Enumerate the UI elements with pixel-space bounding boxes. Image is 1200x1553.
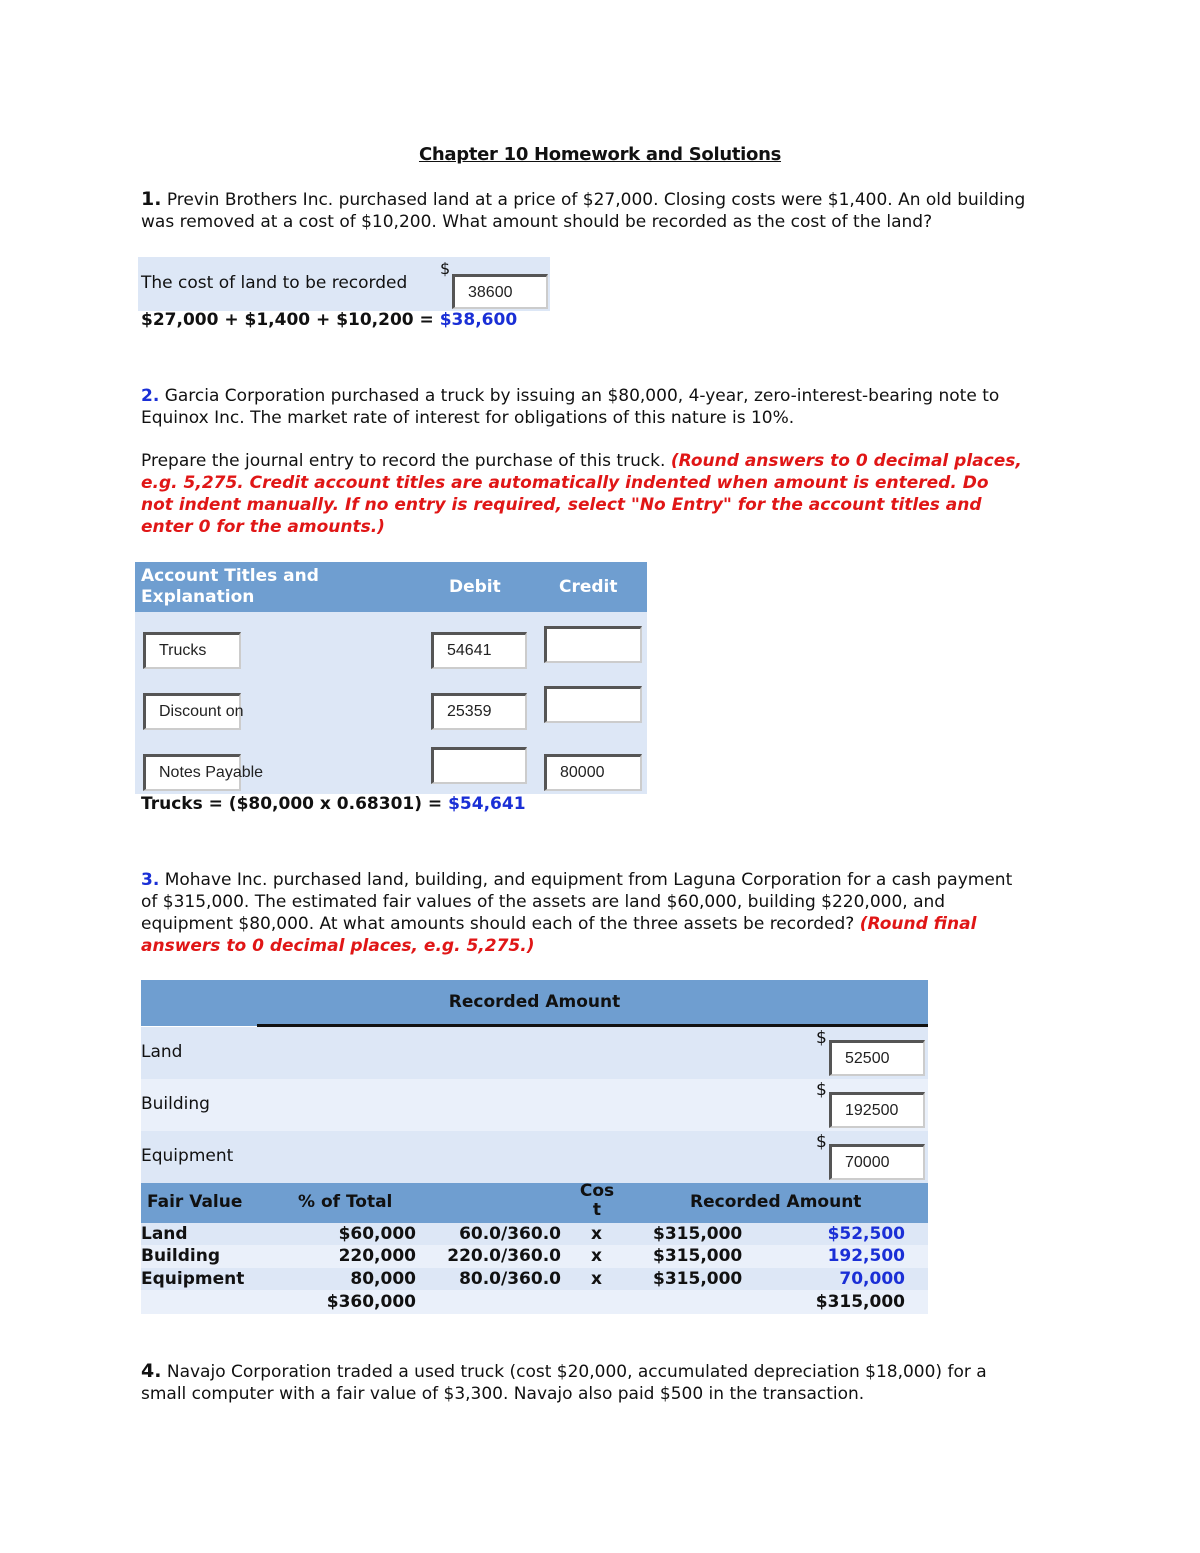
question-number: 2. [141, 386, 160, 406]
fv-recorded: 192,500 [827, 1246, 905, 1266]
fv-name: Land [141, 1224, 188, 1244]
header-cost: Cost [579, 1181, 615, 1220]
fv-value: $60,000 [338, 1224, 416, 1244]
header-debit: Debit [449, 577, 501, 597]
q2-instructions [141, 450, 1071, 538]
formula-text: $27,000 + $1,400 + $10,200 = [141, 310, 440, 330]
debit-input[interactable]: 25359 [431, 693, 527, 730]
page-title: Chapter 10 Homework and Solutions [418, 144, 782, 165]
fv-name: Building [141, 1246, 220, 1266]
question-number: 1. [141, 188, 162, 210]
instruction-text: not indent manually. If no entry is required, select "No Entry" for the account titles and [141, 495, 982, 515]
header-fair-value: Fair Value [147, 1192, 243, 1212]
recorded-amount-input[interactable]: 52500 [829, 1040, 925, 1076]
times-icon: x [591, 1246, 602, 1266]
times-icon: x [591, 1224, 602, 1244]
debit-input[interactable] [431, 747, 527, 784]
question-number: 3. [141, 870, 160, 890]
fv-total: $360,000 [326, 1292, 416, 1312]
recorded-amount-input[interactable]: 192500 [829, 1092, 925, 1128]
fv-cost: $315,000 [653, 1246, 743, 1266]
fv-row [141, 1245, 928, 1268]
row-label: Building [141, 1094, 210, 1114]
header-credit: Credit [559, 577, 618, 597]
recorded-header [141, 980, 928, 1026]
account-title-input[interactable]: Notes Payable [143, 754, 241, 791]
question-line: Garcia Corporation purchased a truck by issuing an $80,000, 4-year, zero-interest-bearing note to [164, 386, 1000, 406]
fv-row [141, 1268, 928, 1290]
recorded-row [141, 1131, 928, 1183]
fv-pct: 80.0/360.0 [459, 1269, 561, 1289]
question-line: was removed at a cost of $10,200. What amount should be recorded as the cost of the land? [141, 212, 933, 232]
formula-answer: $54,641 [448, 794, 526, 814]
question-number: 4. [141, 1360, 162, 1382]
formula-text: Trucks = ($80,000 x 0.68301) = [141, 794, 449, 814]
recorded-amount-input[interactable]: 70000 [829, 1144, 925, 1180]
question-2-text [141, 385, 1071, 429]
header-recorded: Recorded Amount [690, 1192, 862, 1212]
fv-cost: $315,000 [653, 1224, 743, 1244]
credit-input[interactable] [544, 626, 642, 663]
instruction-text: answers to 0 decimal places, e.g. 5,275.) [141, 936, 535, 956]
journal-header [135, 562, 647, 612]
q2-formula [141, 794, 526, 814]
prompt-text: Prepare the journal entry to record the purchase of this truck. [141, 451, 671, 471]
q1-formula [141, 310, 517, 330]
question-line: Equinox Inc. The market rate of interest for obligations of this nature is 10%. [141, 408, 795, 428]
recorded-row [141, 1027, 928, 1079]
account-title-input[interactable]: Trucks [143, 632, 241, 669]
fv-cost: $315,000 [653, 1269, 743, 1289]
instruction-text: e.g. 5,275. Credit account titles are automatically indented when amount is entered. Do [141, 473, 989, 493]
fv-row [141, 1223, 928, 1245]
recorded-row [141, 1079, 928, 1131]
question-line: Navajo Corporation traded a used truck (cost $20,000, accumulated depreciation $18,000) for a [166, 1362, 987, 1382]
credit-input[interactable] [544, 686, 642, 723]
instruction-text: (Round answers to 0 decimal places, [670, 451, 1022, 471]
question-3-text [141, 869, 1071, 957]
fv-pct: 220.0/360.0 [447, 1246, 561, 1266]
currency-symbol: $ [440, 259, 451, 278]
row-label: Equipment [141, 1146, 234, 1166]
formula-answer: $38,600 [439, 310, 518, 330]
question-4-text [141, 1360, 1071, 1405]
fv-total-row [141, 1290, 928, 1314]
question-line: Mohave Inc. purchased land, building, and equipment from Laguna Corporation for a cash payment [164, 870, 1013, 890]
question-line: of $315,000. The estimated fair values of the assets are land $60,000, building $220,000, and [141, 892, 946, 912]
header-pct: % of Total [298, 1192, 393, 1212]
journal-entry-table [135, 562, 647, 794]
currency-symbol: $ [816, 1132, 827, 1152]
currency-symbol: $ [816, 1028, 827, 1048]
question-line: small computer with a fair value of $3,300. Navajo also paid $500 in the transaction. [141, 1384, 865, 1404]
recorded-total: $315,000 [815, 1292, 905, 1312]
cost-of-land-input[interactable]: 38600 [452, 274, 548, 309]
recorded-header-label: Recorded Amount [448, 992, 621, 1012]
fv-recorded: 70,000 [839, 1269, 905, 1289]
fv-pct: 60.0/360.0 [459, 1224, 561, 1244]
row-label: Land [141, 1042, 183, 1062]
cost-of-land-label: The cost of land to be recorded [141, 273, 408, 293]
account-title-input[interactable]: Discount on [143, 693, 241, 730]
credit-input[interactable]: 80000 [544, 754, 642, 791]
header-account: Account Titles and Explanation [141, 566, 319, 607]
fv-name: Equipment [141, 1269, 245, 1289]
q1-answer-box [138, 257, 550, 311]
currency-symbol: $ [816, 1080, 827, 1100]
question-1-text [141, 188, 1071, 233]
question-line: equipment $80,000. At what amounts should each of the three assets be recorded? [141, 914, 860, 934]
times-icon: x [591, 1269, 602, 1289]
fair-value-header [141, 1183, 928, 1223]
fv-value: 220,000 [338, 1246, 416, 1266]
question-line: Previn Brothers Inc. purchased land at a price of $27,000. Closing costs were $1,400. An old building [166, 190, 1026, 210]
debit-input[interactable]: 54641 [431, 632, 527, 669]
instruction-text: enter 0 for the amounts.) [141, 517, 385, 537]
instruction-text: (Round final [859, 914, 977, 934]
fv-recorded: $52,500 [827, 1224, 905, 1244]
fv-value: 80,000 [350, 1269, 416, 1289]
